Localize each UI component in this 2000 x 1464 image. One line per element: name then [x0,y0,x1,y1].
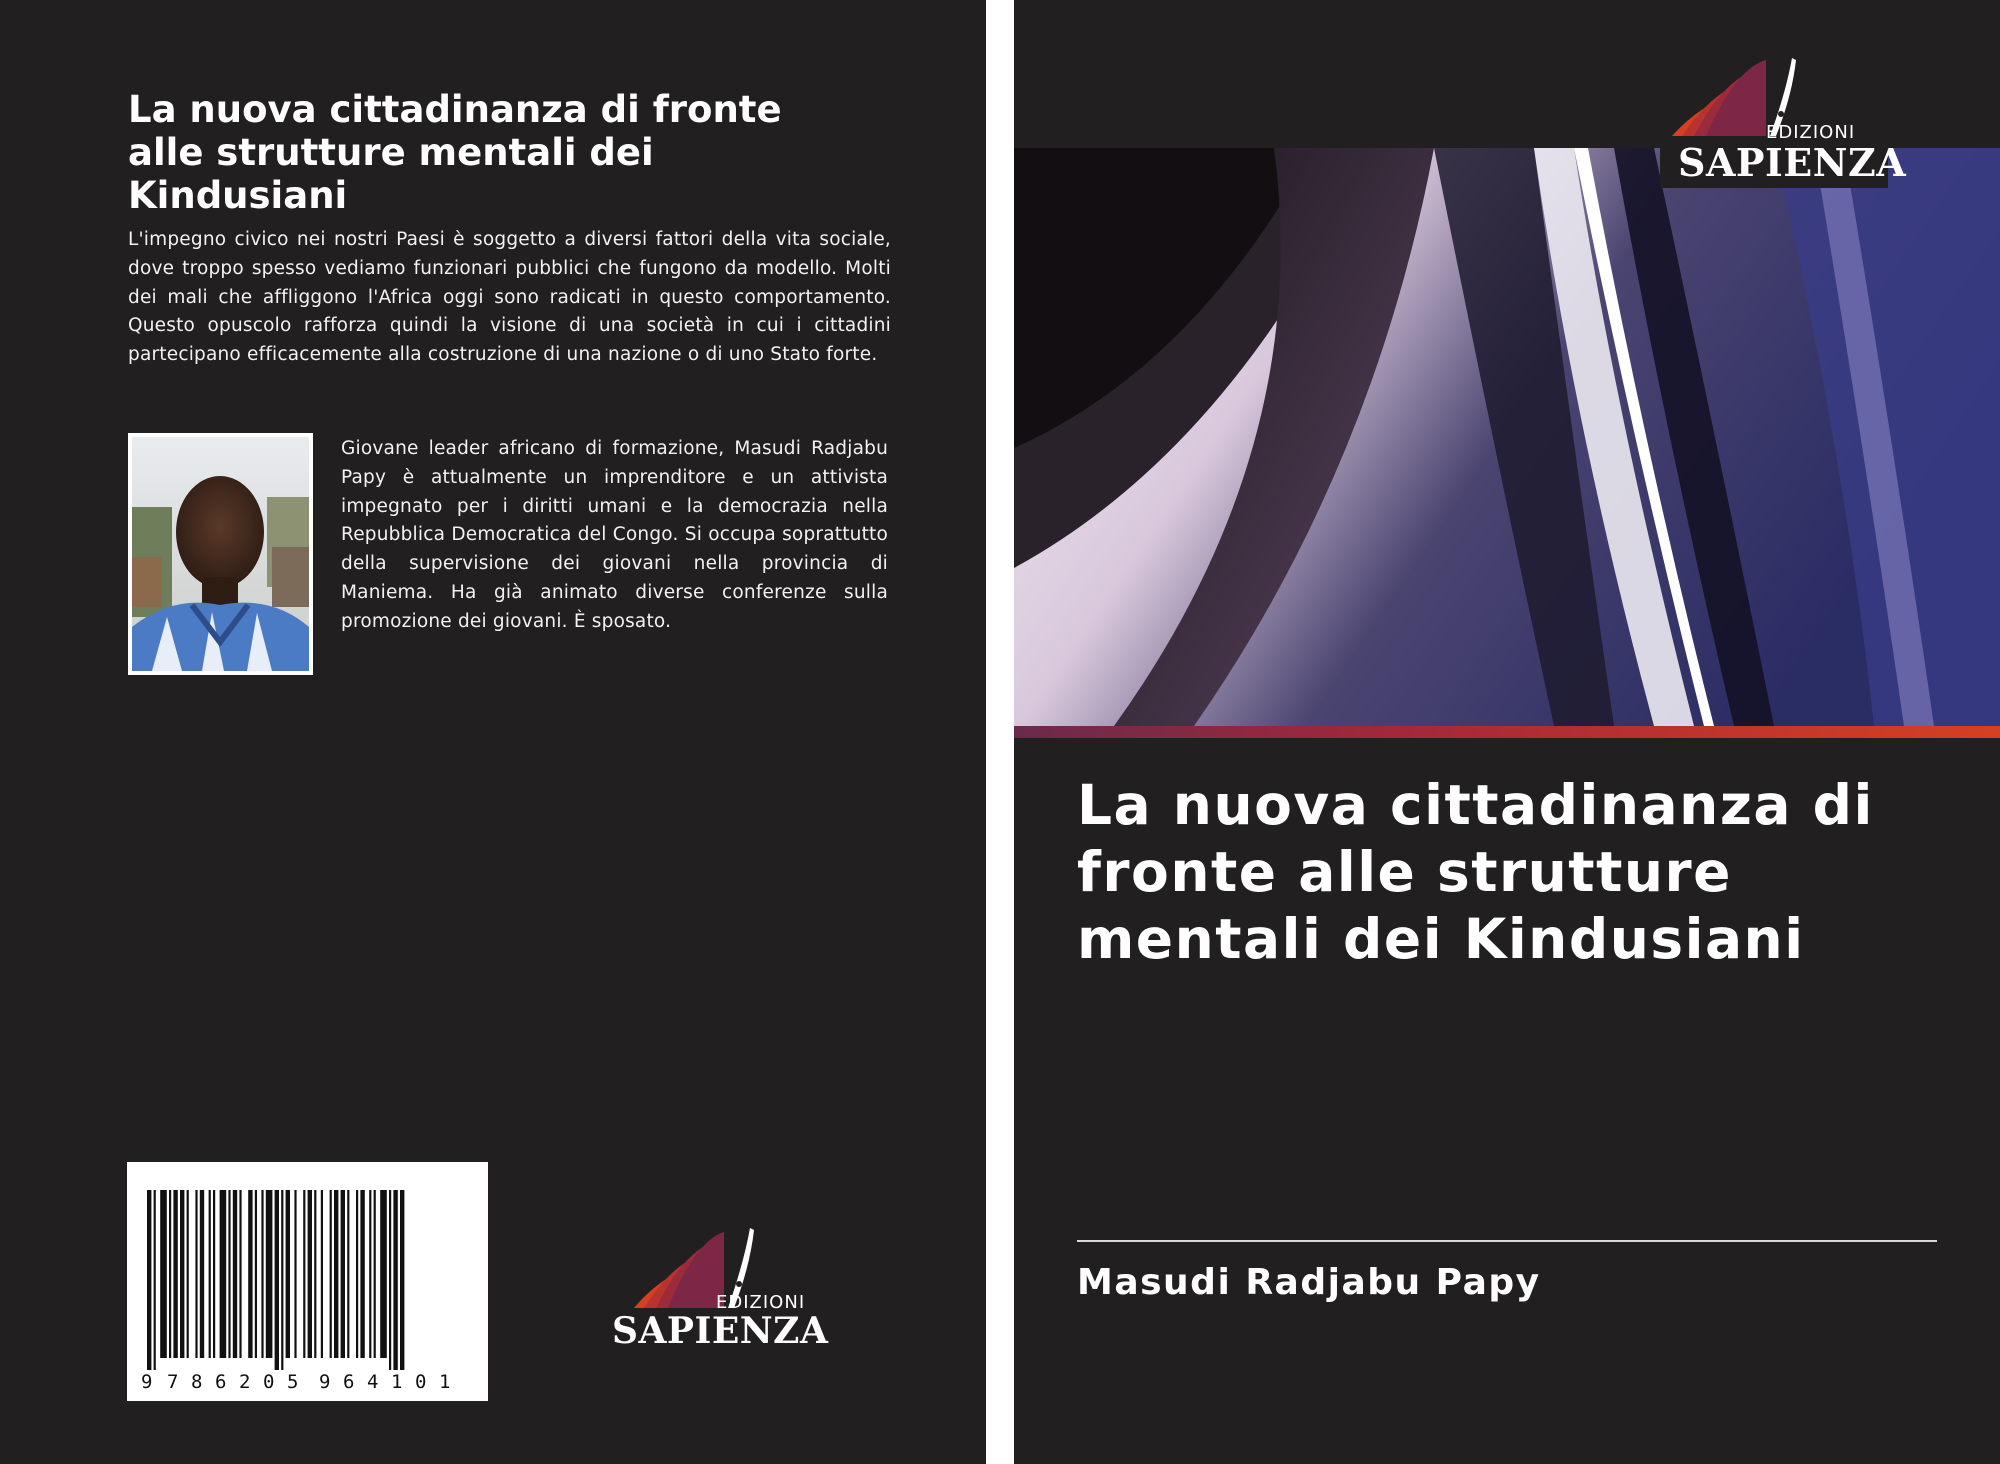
barcode-bar [239,1190,241,1358]
barcode-bar [200,1190,204,1358]
barcode-bar [314,1190,316,1358]
barcode-digit: 4 [367,1371,379,1393]
barcode-bar [347,1190,349,1358]
barcode-bar [154,1190,156,1370]
author-name: Masudi Radjabu Papy [1077,1262,1541,1303]
barcode-digit: 5 [287,1371,299,1393]
publisher-logo [604,1222,829,1356]
author-bio: Giovane leader africano di formazione, Masudi Radjabu Papy è attualmente un imprenditore e un attivista impegnato per i diritti umani e la democrazia nella Repubblica Democratica del Congo. Si occupa soprattutto della supervisione dei giovani nella provincia di Maniema. Ha già animato diverse conferenze sulla promozione dei giovani. È sposato. [341,438,888,632]
barcode-bar [173,1190,177,1358]
author-photo [128,433,313,675]
logo-wordmark: SAPIENZA [612,1310,829,1352]
barcode-bar [303,1190,305,1358]
barcode-bar [255,1190,257,1358]
barcode-bar [281,1190,283,1370]
barcode-digit: 6 [343,1371,355,1393]
barcode-bar [380,1190,387,1358]
barcode-bar [294,1190,296,1358]
barcode-bar [248,1190,252,1358]
barcode-bar [228,1190,230,1358]
barcode-digit: 2 [239,1371,251,1393]
barcode-bar [187,1190,189,1358]
barcode-digit: 8 [191,1371,203,1393]
barcode-bar [393,1190,397,1370]
logo-subtitle: EDIZIONI [1766,122,1856,143]
barcode-bar [147,1190,151,1370]
back-cover [0,0,986,1464]
cover-artwork [1014,148,2000,726]
barcode-bar [286,1190,290,1358]
barcode-digit: 0 [263,1371,275,1393]
barcode-bar [321,1190,323,1358]
barcode-digit: 1 [439,1371,451,1393]
barcode-bar [169,1190,171,1358]
barcode-bar [360,1190,364,1358]
barcode-bar [389,1190,391,1370]
barcode-digit: 9 [141,1371,153,1393]
barcode-bar [330,1190,332,1358]
front-cover-title: La nuova cittadinanza di fronte alle strutture mentali dei Kindusiani [1077,773,1874,971]
barcode-digit: 9 [319,1371,331,1393]
barcode-bar [341,1190,345,1358]
back-cover-title: La nuova cittadinanza di fronte alle strutture mentali dei Kindusiani [128,88,782,217]
logo-subtitle: EDIZIONI [716,1292,806,1313]
barcode-bar [160,1190,167,1358]
barcode-bar [220,1190,227,1358]
barcode-digit: 7 [167,1371,179,1393]
barcode-bar [233,1190,237,1358]
barcode-bar [180,1190,184,1358]
barcode-bar [334,1190,338,1358]
barcode-bar [374,1190,376,1358]
barcode-bar [266,1190,273,1358]
barcode-bar [356,1190,358,1358]
barcode-bar [275,1190,279,1370]
barcode-bar [195,1190,197,1358]
barcode-bar [400,1190,404,1370]
barcode-bar [261,1190,263,1358]
barcode-bar [369,1190,371,1358]
isbn-barcode [127,1162,488,1401]
logo-wordmark: SAPIENZA [1678,140,1907,185]
barcode-bar [308,1190,312,1358]
barcode-digit: 1 [391,1371,403,1393]
barcode-digit: 0 [415,1371,427,1393]
publisher-logo-front [1660,56,1907,188]
barcode-bar [213,1190,215,1358]
book-blurb: L'impegno civico nei nostri Paesi è soggetto a diversi fattori della vita sociale, dove troppo spesso vediamo funzionari pubblici che fungono da modello. Molti dei mali che affliggono l'Africa oggi sono radicati in questo comportamento. Questo opuscolo rafforza quindi la visione di una società in cui i cittadini partecipano efficacemente alla costruzione di una nazione o di uno Stato forte. [128,229,891,366]
barcode-bar [209,1190,211,1358]
author-divider [1077,1240,1937,1242]
accent-stripe [1014,726,2000,738]
barcode-digit: 6 [215,1371,227,1393]
